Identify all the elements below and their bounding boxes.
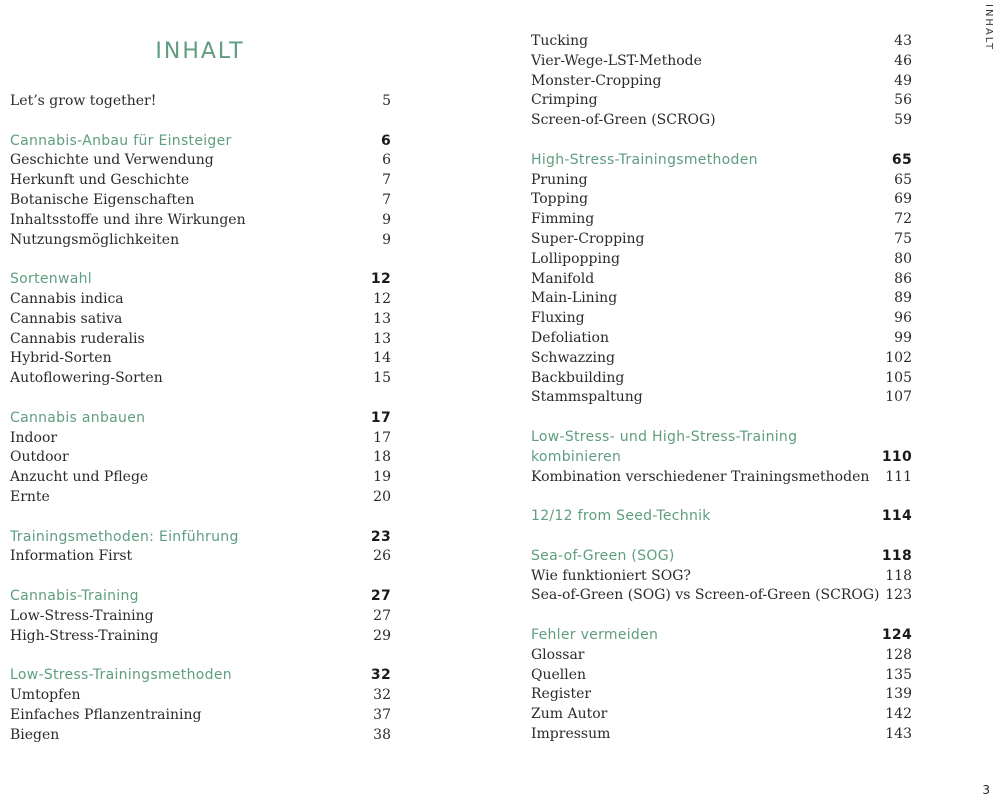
page-ref: 65	[891, 151, 912, 168]
entry-title: Schwazzing	[531, 349, 615, 366]
entry-title: Autoflowering-Sorten	[10, 370, 163, 387]
toc-section-heading	[10, 586, 391, 606]
page-ref: 56	[894, 92, 912, 109]
toc-section-heading	[10, 131, 391, 151]
page-ref: 96	[894, 310, 912, 327]
toc-section-heading	[10, 408, 391, 428]
page-ref: 17	[373, 429, 391, 446]
entry-title: Lollipopping	[531, 250, 620, 267]
entry-title: Quellen	[531, 666, 587, 683]
entry-title: Low-Stress-Training	[10, 607, 154, 624]
page-ref: 49	[894, 72, 912, 89]
page-ref: 114	[881, 508, 912, 525]
page-ref: 142	[885, 706, 912, 723]
toc-entry	[531, 348, 912, 368]
section-title: Cannabis-Anbau für Einsteiger	[10, 132, 232, 149]
page-ref: 75	[894, 231, 912, 247]
entry-title: Fluxing	[531, 310, 585, 327]
entry-title: Defoliation	[531, 330, 609, 346]
toc-entry	[531, 71, 912, 91]
toc-entry	[531, 308, 912, 328]
running-head: INHALT	[983, 4, 994, 52]
toc-entry	[10, 230, 391, 250]
section-title: 12/12 from Seed-Technik	[531, 508, 711, 525]
page-ref: 17	[370, 409, 391, 426]
toc-section-heading	[10, 527, 391, 547]
toc-entry	[10, 705, 391, 725]
toc-entry	[10, 289, 391, 309]
entry-title: Main-Lining	[531, 290, 618, 307]
entry-title: Herkunft und Geschichte	[10, 172, 190, 189]
section-title: Cannabis-Training	[10, 588, 139, 604]
page-ref: 26	[373, 548, 391, 565]
toc-entry	[10, 150, 391, 170]
toc-entry	[10, 487, 391, 507]
toc-entry	[10, 606, 391, 626]
toc-entry	[531, 665, 912, 685]
entry-title: Super-Cropping	[531, 231, 645, 247]
toc-entry	[10, 546, 391, 566]
toc-entry	[531, 566, 912, 586]
toc-entry	[10, 447, 391, 467]
toc-entry	[531, 31, 912, 51]
toc-section-heading	[531, 546, 912, 566]
entry-title: Kombination verschiedener Trainingsmethoden	[531, 468, 870, 485]
toc-entry	[531, 269, 912, 289]
page-ref: 12	[373, 291, 391, 307]
entry-title: Outdoor	[10, 449, 69, 466]
page-ref: 124	[881, 627, 912, 643]
page-ref: 111	[885, 468, 912, 485]
page-ref: 5	[382, 93, 391, 109]
page-ref: 143	[885, 726, 912, 742]
entry-title: Let’s grow together!	[10, 93, 157, 109]
page-ref: 102	[885, 349, 912, 366]
toc-entry	[531, 288, 912, 308]
page-ref: 19	[373, 469, 391, 486]
entry-title: Biegen	[10, 726, 60, 743]
entry-title: Pruning	[531, 171, 588, 188]
toc-entry	[10, 685, 391, 705]
toc-entry	[531, 249, 912, 269]
page-ref: 29	[373, 627, 391, 644]
entry-title: Geschichte und Verwendung	[10, 152, 214, 169]
page-ref: 105	[885, 369, 912, 386]
toc-entry	[10, 309, 391, 329]
toc-section-heading	[531, 427, 912, 467]
toc-entry	[531, 645, 912, 665]
toc-entry	[10, 428, 391, 448]
page-ref: 110	[881, 449, 912, 465]
toc-entry	[531, 110, 912, 130]
page-ref: 6	[380, 132, 391, 149]
toc-entry	[531, 585, 912, 605]
toc-entry	[10, 725, 391, 745]
page-ref: 14	[373, 350, 391, 367]
section-title: Fehler vermeiden	[531, 627, 659, 643]
page-ref: 20	[373, 489, 391, 505]
page-ref: 32	[373, 687, 391, 703]
entry-title: Zum Autor	[531, 706, 608, 723]
toc-entry	[10, 210, 391, 230]
page-ref: 69	[894, 191, 912, 208]
page-ref: 27	[370, 588, 391, 604]
entry-title: Hybrid-Sorten	[10, 350, 112, 367]
entry-title: Impressum	[531, 726, 611, 742]
toc-entry	[10, 467, 391, 487]
toc-entry	[531, 704, 912, 724]
toc-entry	[531, 684, 912, 704]
page-ref: 43	[894, 33, 912, 49]
toc-section-heading	[531, 625, 912, 645]
toc-entry	[10, 170, 391, 190]
toc-entry	[531, 189, 912, 209]
section-title-line: Low-Stress- und High-Stress-Training	[531, 429, 798, 445]
page-ref: 139	[885, 686, 912, 703]
page-ref: 86	[894, 270, 912, 287]
page-ref: 9	[382, 231, 391, 248]
section-title: Trainingsmethoden: Einführung	[10, 528, 239, 545]
entry-title: Stammspaltung	[531, 389, 643, 406]
toc-entry	[10, 626, 391, 646]
toc-entry	[10, 329, 391, 349]
page-ref: 65	[894, 171, 912, 188]
entry-title: High-Stress-Training	[10, 627, 159, 644]
page-ref: 118	[885, 567, 912, 584]
entry-title: Anzucht und Pflege	[10, 469, 149, 486]
page-ref: 12	[370, 271, 391, 288]
page-ref: 80	[894, 250, 912, 267]
page-ref: 59	[894, 112, 912, 129]
section-title: Cannabis anbauen	[10, 409, 146, 426]
page-ref: 32	[370, 667, 391, 684]
entry-title: Cannabis ruderalis	[10, 330, 145, 347]
page-ref: 118	[881, 547, 912, 564]
toc-section-heading	[531, 506, 912, 526]
toc-section-heading	[10, 269, 391, 289]
page-number: 3	[982, 783, 990, 797]
toc-entry	[531, 229, 912, 249]
entry-title: Tucking	[531, 33, 589, 49]
entry-title: Cannabis indica	[10, 291, 124, 307]
page-ref: 89	[894, 290, 912, 307]
page-ref: 7	[382, 172, 391, 189]
entry-title: Nutzungsmöglichkeiten	[10, 231, 180, 248]
page-ref: 7	[382, 192, 391, 208]
section-title: Sea-of-Green (SOG)	[531, 547, 675, 564]
entry-title: Cannabis sativa	[10, 310, 123, 327]
page-ref: 99	[894, 330, 912, 346]
entry-title: Monster-Cropping	[531, 72, 662, 89]
section-title: Sortenwahl	[10, 271, 92, 288]
page-ref: 38	[373, 726, 391, 743]
page-ref: 46	[894, 52, 912, 69]
page-ref: 9	[382, 211, 391, 228]
toc-entry	[531, 467, 912, 487]
toc-entry	[10, 368, 391, 388]
toc-entry	[531, 51, 912, 71]
entry-title: Indoor	[10, 429, 58, 446]
entry-title: Register	[531, 686, 592, 703]
toc-entry	[531, 724, 912, 744]
page-ref: 128	[885, 646, 912, 663]
entry-title: Glossar	[531, 646, 585, 663]
toc-entry	[531, 368, 912, 388]
entry-title: Einfaches Pflanzentraining	[10, 706, 202, 723]
entry-title: Umtopfen	[10, 687, 81, 703]
entry-title: Ernte	[10, 489, 50, 505]
page-ref: 13	[373, 310, 391, 327]
toc-entry	[531, 209, 912, 229]
page-ref: 23	[370, 528, 391, 545]
toc-entry	[531, 328, 912, 348]
toc-section-heading	[10, 665, 391, 685]
entry-title: Sea-of-Green (SOG) vs Screen-of-Green (SCROG)	[531, 587, 880, 604]
page-ref: 18	[373, 449, 391, 466]
section-title: High-Stress-Trainingsmethoden	[531, 151, 758, 168]
page-ref: 27	[373, 607, 391, 624]
entry-title: Crimping	[531, 92, 598, 109]
page-ref: 13	[373, 330, 391, 347]
page-ref: 6	[382, 152, 391, 169]
entry-title: Inhaltsstoffe und ihre Wirkungen	[10, 211, 246, 228]
entry-title: Wie funktioniert SOG?	[531, 567, 691, 584]
entry-title: Screen-of-Green (SCROG)	[531, 112, 716, 129]
toc-entry	[10, 190, 391, 210]
entry-title: Vier-Wege-LST-Methode	[531, 52, 702, 69]
entry-title: Backbuilding	[531, 369, 625, 386]
toc-section-heading	[531, 150, 912, 170]
page-ref: 72	[894, 211, 912, 228]
section-title	[531, 427, 797, 467]
entry-title: Manifold	[531, 270, 595, 287]
page-ref: 107	[885, 389, 912, 406]
toc-entry	[10, 348, 391, 368]
toc-entry	[531, 90, 912, 110]
page-ref: 135	[885, 666, 912, 683]
entry-title: Information First	[10, 548, 133, 565]
page-ref: 123	[885, 587, 912, 604]
toc-entry	[531, 387, 912, 407]
page-ref: 15	[373, 370, 391, 387]
entry-title: Fimming	[531, 211, 595, 228]
page-ref: 37	[373, 706, 391, 723]
page-title: INHALT	[155, 38, 245, 64]
section-title: Low-Stress-Trainingsmethoden	[10, 667, 232, 684]
toc-entry	[531, 170, 912, 190]
toc-entry	[10, 91, 391, 111]
section-title-line: kombinieren	[531, 449, 622, 465]
entry-title: Topping	[531, 191, 589, 208]
entry-title: Botanische Eigenschaften	[10, 192, 195, 208]
